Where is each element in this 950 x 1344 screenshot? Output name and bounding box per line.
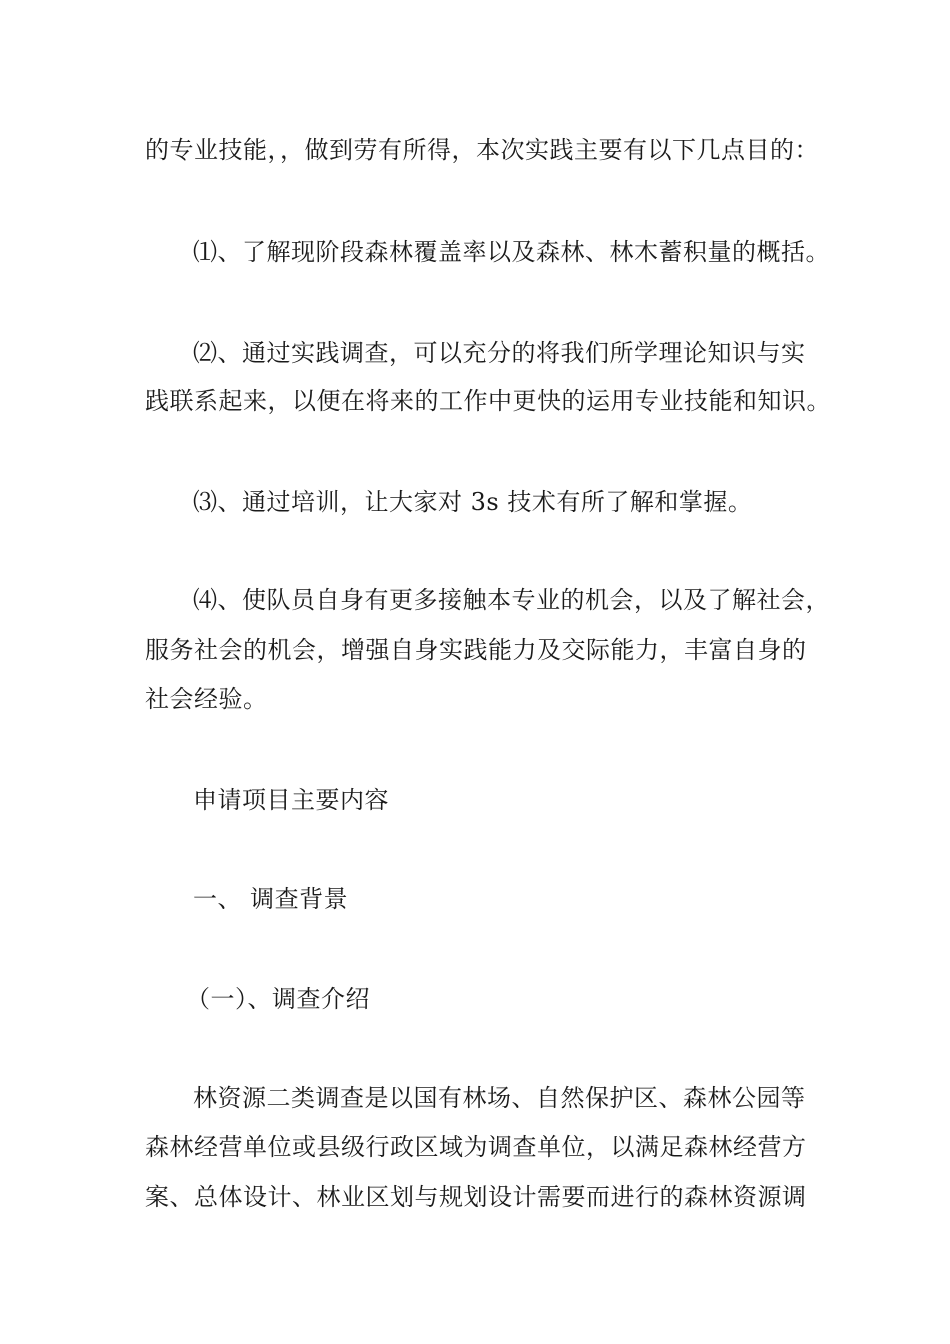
goal-2-line-1: ⑵、通过实践调查，可以充分的将我们所学理论知识与实	[193, 339, 806, 367]
paragraph-intro-line-1: 的专业技能，，做到劳有所得，本次实践主要有以下几点目的：	[145, 136, 819, 164]
goal-2-line-2: 践联系起来，以便在将来的工作中更快的运用专业技能和知识。	[145, 387, 831, 415]
intro-paragraph-line-2: 森林经营单位或县级行政区域为调查单位，以满足森林经营方	[145, 1133, 807, 1161]
goal-4-line-3: 社会经验。	[145, 685, 268, 713]
goal-4-line-1: ⑷、使队员自身有更多接触本专业的机会，以及了解社会，	[193, 586, 830, 614]
goal-1-line-1: ⑴、了解现阶段森林覆盖率以及森林、林木蓄积量的概括。	[193, 238, 830, 266]
intro-paragraph-line-3: 案、总体设计、林业区划与规划设计需要而进行的森林资源调	[145, 1183, 807, 1211]
goal-3-line-1: ⑶、通过培训，让大家对 3s 技术有所了解和掌握。	[193, 488, 753, 516]
goal-4-line-2: 服务社会的机会，增强自身实践能力及交际能力，丰富自身的	[145, 636, 807, 664]
section-heading-main-content: 申请项目主要内容	[193, 786, 389, 814]
section-heading-background: 一、 调查背景	[193, 885, 349, 913]
intro-paragraph-line-1: 林资源二类调查是以国有林场、自然保护区、森林公园等	[193, 1084, 806, 1112]
subsection-heading-intro: （一）、调查介绍	[186, 985, 370, 1013]
